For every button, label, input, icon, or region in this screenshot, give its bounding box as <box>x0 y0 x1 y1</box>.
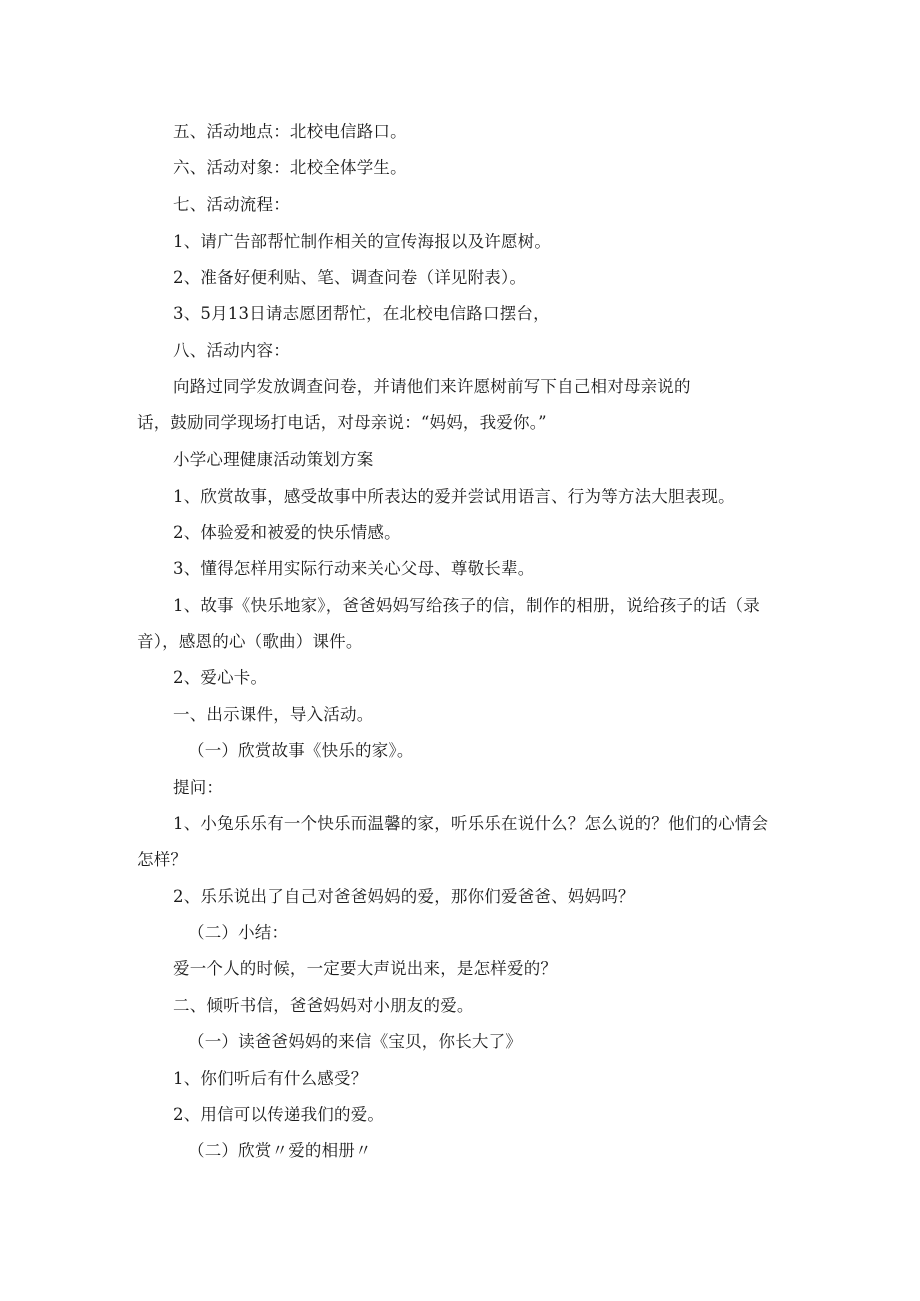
paragraph-line: 提问： <box>173 778 224 797</box>
paragraph-line: 五、活动地点：北校电信路口。 <box>173 122 407 141</box>
section-heading: 一、出示课件，导入活动。 <box>173 705 374 724</box>
section-heading: 七、活动流程： <box>173 195 290 214</box>
paragraph-line: 2、准备好便利贴、笔、调查问卷（详见附表）。 <box>173 268 527 287</box>
subsection-heading: （一）读爸爸妈妈的来信《宝贝，你长大了》 <box>188 1032 522 1051</box>
paragraph-line: 2、体验爱和被爱的快乐情感。 <box>173 523 401 542</box>
section-heading: 二、倾听书信，爸爸妈妈对小朋友的爱。 <box>173 996 474 1015</box>
subsection-heading: （一）欣赏故事《快乐的家》。 <box>188 741 414 760</box>
paragraph-line: 3、懂得怎样用实际行动来关心父母、尊敬长辈。 <box>173 559 535 578</box>
paragraph-line: 2、用信可以传递我们的爱。 <box>173 1105 385 1124</box>
section-heading: 八、活动内容： <box>173 341 290 360</box>
paragraph-line: 1、小兔乐乐有一个快乐而温馨的家，听乐乐在说什么？怎么说的？他们的心情会 <box>173 814 769 833</box>
paragraph-line: 2、乐乐说出了自己对爸爸妈妈的爱，那你们爱爸爸、妈妈吗？ <box>173 887 635 906</box>
paragraph-line: 1、欣赏故事，感受故事中所表达的爱并尝试用语言、行为等方法大胆表现。 <box>173 487 735 506</box>
paragraph-line: 1、故事《快乐地家》，爸爸妈妈写给孩子的信，制作的相册，说给孩子的话（录 <box>173 596 760 615</box>
paragraph-line: 怎样？ <box>137 850 188 869</box>
paragraph-line: 1、你们听后有什么感受？ <box>173 1069 368 1088</box>
paragraph-line: 话，鼓励同学现场打电话，对母亲说：“妈妈，我爱你。” <box>137 413 547 432</box>
paragraph-line: 音），感恩的心（歌曲）课件。 <box>137 632 363 651</box>
subsection-heading: （二）小结： <box>188 923 289 942</box>
subsection-heading: （二）欣赏〃爱的相册〃 <box>188 1141 372 1160</box>
paragraph-line: 爱一个人的时候，一定要大声说出来，是怎样爱的？ <box>173 959 558 978</box>
paragraph-line: 2、爱心卡。 <box>173 668 268 687</box>
paragraph-line: 六、活动对象：北校全体学生。 <box>173 158 407 177</box>
paragraph-line: 向路过同学发放调查问卷，并请他们来许愿树前写下自己相对母亲说的 <box>173 377 691 396</box>
document-title: 小学心理健康活动策划方案 <box>173 450 374 469</box>
paragraph-line: 1、请广告部帮忙制作相关的宣传海报以及许愿树。 <box>173 232 552 251</box>
paragraph-line: 3、5月13日请志愿团帮忙，在北校电信路口摆台， <box>173 304 550 323</box>
